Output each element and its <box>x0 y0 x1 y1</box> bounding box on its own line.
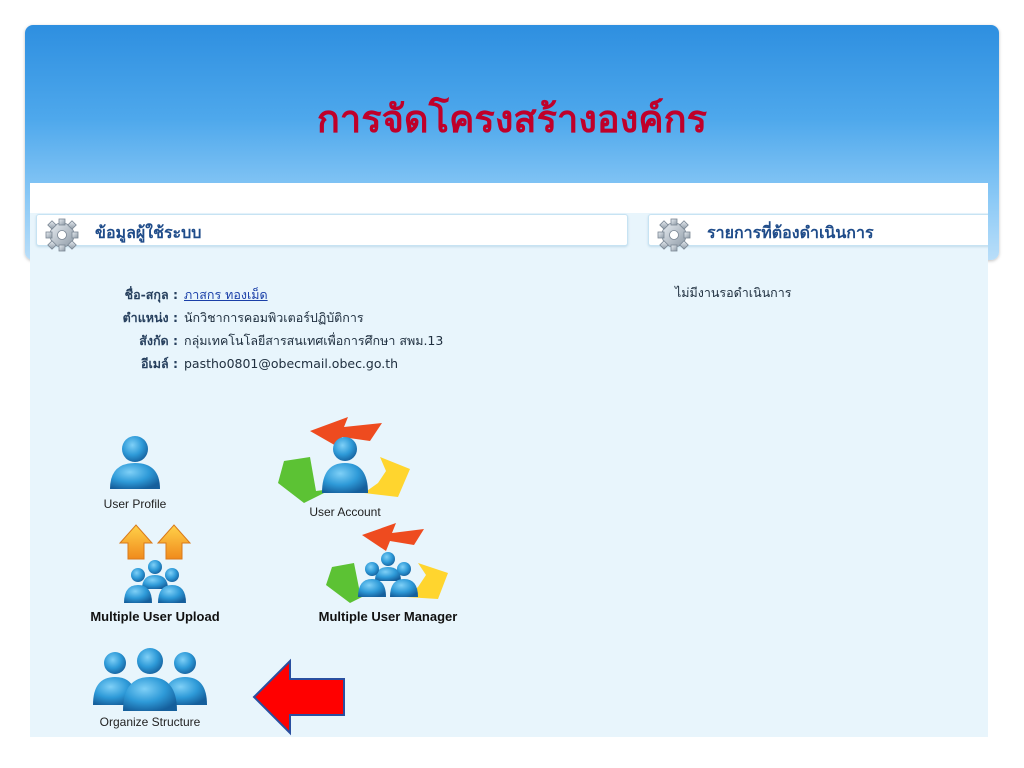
info-value: pastho0801@obecmail.obec.go.th <box>184 356 399 371</box>
info-row-position <box>60 306 443 329</box>
multiple-user-upload-tile[interactable] <box>75 521 235 624</box>
user-profile-tile[interactable] <box>80 431 190 511</box>
multi-user-upload-icon <box>100 521 210 607</box>
pending-tasks-panel-title: รายการที่ต้องดำเนินการ <box>707 223 874 242</box>
multi-user-cycle-icon <box>318 521 458 607</box>
user-account-tile[interactable] <box>270 413 420 519</box>
user-name-link[interactable]: ภาสกร ทองเม็ด <box>184 286 268 302</box>
info-row-name <box>60 283 443 306</box>
info-label: ชื่อ-สกุล : <box>124 286 178 302</box>
user-info-panel-header <box>36 214 628 246</box>
organize-structure-tile[interactable] <box>80 645 220 729</box>
top-strip <box>30 183 988 213</box>
app-screenshot <box>30 183 988 737</box>
organize-structure-label: Organize Structure <box>99 715 201 729</box>
multiple-user-manager-tile[interactable] <box>298 521 478 624</box>
user-icon <box>100 431 170 495</box>
user-info-panel-title: ข้อมูลผู้ใช้ระบบ <box>95 223 202 242</box>
multiple-user-manager-label: Multiple User Manager <box>318 609 458 624</box>
info-value: นักวิชาการคอมพิวเตอร์ปฏิบัติการ <box>184 309 364 325</box>
organization-icon <box>85 645 215 713</box>
info-label: ตำแหน่ง : <box>122 309 178 325</box>
info-row-affiliation <box>60 329 443 352</box>
info-value: กลุ่มเทคโนโลยีสารสนเทศเพื่อการศึกษา สพม.13 <box>184 332 444 348</box>
pending-tasks-panel-header <box>648 214 988 246</box>
slide-title: การจัดโครงสร้างองค์กร <box>316 96 708 141</box>
red-pointer-arrow-icon <box>252 657 347 737</box>
multiple-user-upload-label: Multiple User Upload <box>90 609 220 624</box>
info-label: สังกัด : <box>139 332 178 348</box>
user-profile-label: User Profile <box>103 497 167 511</box>
user-account-label: User Account <box>309 505 381 519</box>
user-info-table <box>60 283 443 375</box>
info-label: อีเมล์ : <box>140 355 178 371</box>
user-cycle-icon <box>270 413 420 505</box>
info-row-email <box>60 352 443 375</box>
gear-icon <box>42 213 86 257</box>
gear-icon <box>654 213 698 257</box>
pending-tasks-text: ไม่มีงานรอดำเนินการ <box>675 285 792 300</box>
